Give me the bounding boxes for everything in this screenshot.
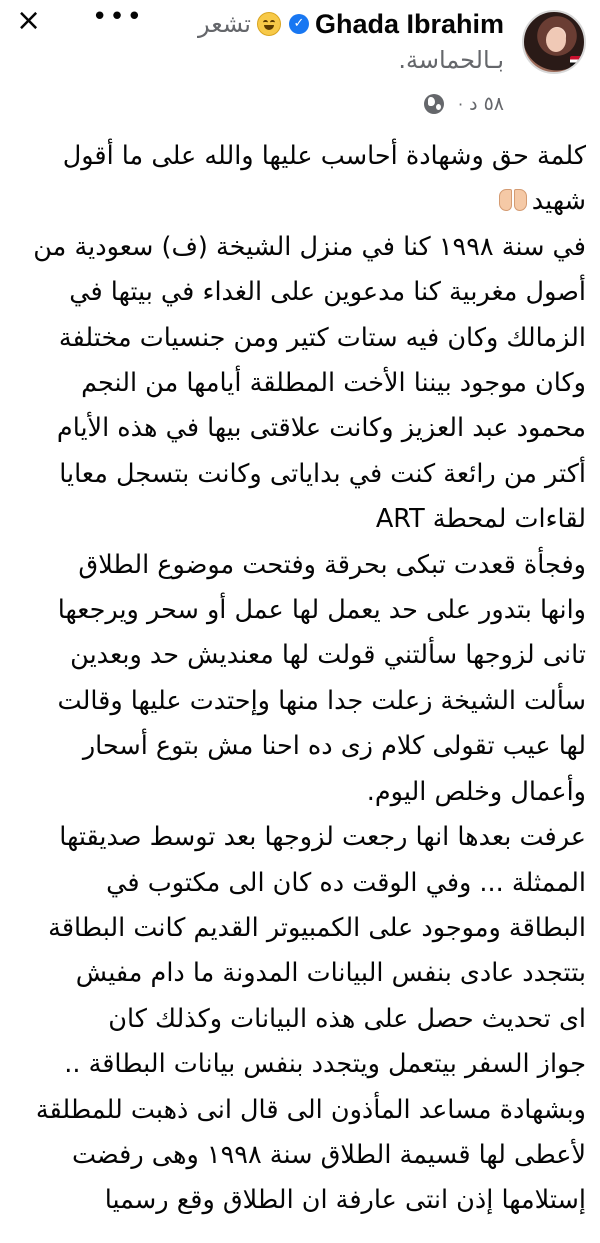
post-line: بتتجدد عادى بنفس البيانات المدونة ما دام مفيش <box>75 958 586 989</box>
post-line: وأعمال وخلص اليوم. <box>366 776 586 807</box>
post-line: كلمة حق وشهادة أحاسب عليها والله على ما أقول <box>62 141 586 171</box>
post-header <box>0 0 600 120</box>
post-line: وبشهادة مساعد المأذون الى قال انى ذهبت للمطلقة <box>35 1094 586 1125</box>
close-icon[interactable]: × <box>16 3 42 38</box>
post-text <box>18 134 586 1224</box>
meta-separator: · <box>457 94 464 114</box>
smiling-face-icon <box>257 12 281 36</box>
post-line: الزمالك وكان فيه ستات كتير ومن جنسيات مختلفة <box>58 322 586 353</box>
post-line: وفجأة قعدت تبكى بحرقة وفتحت موضوع الطلاق <box>78 549 586 580</box>
more-options-icon[interactable]: ••• <box>92 2 145 32</box>
post-line: البطاقة وموجود على الكمبيوتر القديم كانت البطاقة <box>48 912 586 943</box>
post-line: إستلامها إذن انتى عارفة ان الطلاق وقع رسميا <box>104 1185 586 1216</box>
avatar-face <box>546 28 566 52</box>
post-line: أكتر من رائعة كنت في بداياتى وكانت بتسجل معايا <box>59 458 586 489</box>
post-line: اى تحديث حصل على هذه البيانات وكذلك كان <box>108 1003 586 1034</box>
post-line: تانى لزوجها سألتني قولت لها معنديش حد وبعدين <box>70 640 586 671</box>
post-line: لها عيب تقولى كلام زى ده احنا مش بتوع أسحار <box>82 731 586 762</box>
post-line: سألت الشيخة زعلت جدا منها وإحتدت عليها وقالت <box>57 685 586 716</box>
post-line: محمود عبد العزيز وكانت علاقتى بيها في هذه الأيام <box>56 413 586 444</box>
post-line: وانها بتدور على حد يعمل لها عمل أو سحر ويرجعها <box>57 595 586 626</box>
post-line: لقاءات لمحطة ART <box>375 504 586 535</box>
post-line: شهيد <box>531 186 586 217</box>
post-line: الممثلة ... وفي الوقت ده كان الى مكتوب في <box>106 867 586 898</box>
feeling-word: تشعر <box>198 10 251 38</box>
post-line: لأعطى لها قسيمة الطلاق سنة ١٩٩٨ وهى رفضت <box>72 1139 586 1170</box>
globe-icon[interactable] <box>424 94 444 114</box>
verified-badge-icon: ✓ <box>289 14 309 34</box>
feeling-text: بـالحماسة. <box>398 46 504 74</box>
post-line: أصول مغربية كنا مدعوين على الغداء في بيتها في <box>69 277 586 308</box>
author-line <box>198 6 504 42</box>
author-name[interactable]: Ghada Ibrahim <box>314 8 504 39</box>
post-line-with-emoji <box>18 179 586 224</box>
open-hands-icon <box>498 187 528 213</box>
post-meta <box>424 90 504 118</box>
avatar[interactable] <box>522 10 586 74</box>
flag-icon <box>570 56 582 66</box>
post-line: في سنة ١٩٩٨ كنا في منزل الشيخة (ف) سعودية من <box>33 231 586 262</box>
post-time[interactable]: ٥٨ د <box>469 93 504 115</box>
post-line: وكان موجود بيننا الأخت المطلقة أيامها من النجم <box>81 368 586 399</box>
post-line: جواز السفر بيتعمل ويتجدد بنفس بيانات البطاقة .. <box>64 1049 586 1080</box>
post-line: عرفت بعدها انها رجعت لزوجها بعد توسط صديقتها <box>59 822 586 853</box>
